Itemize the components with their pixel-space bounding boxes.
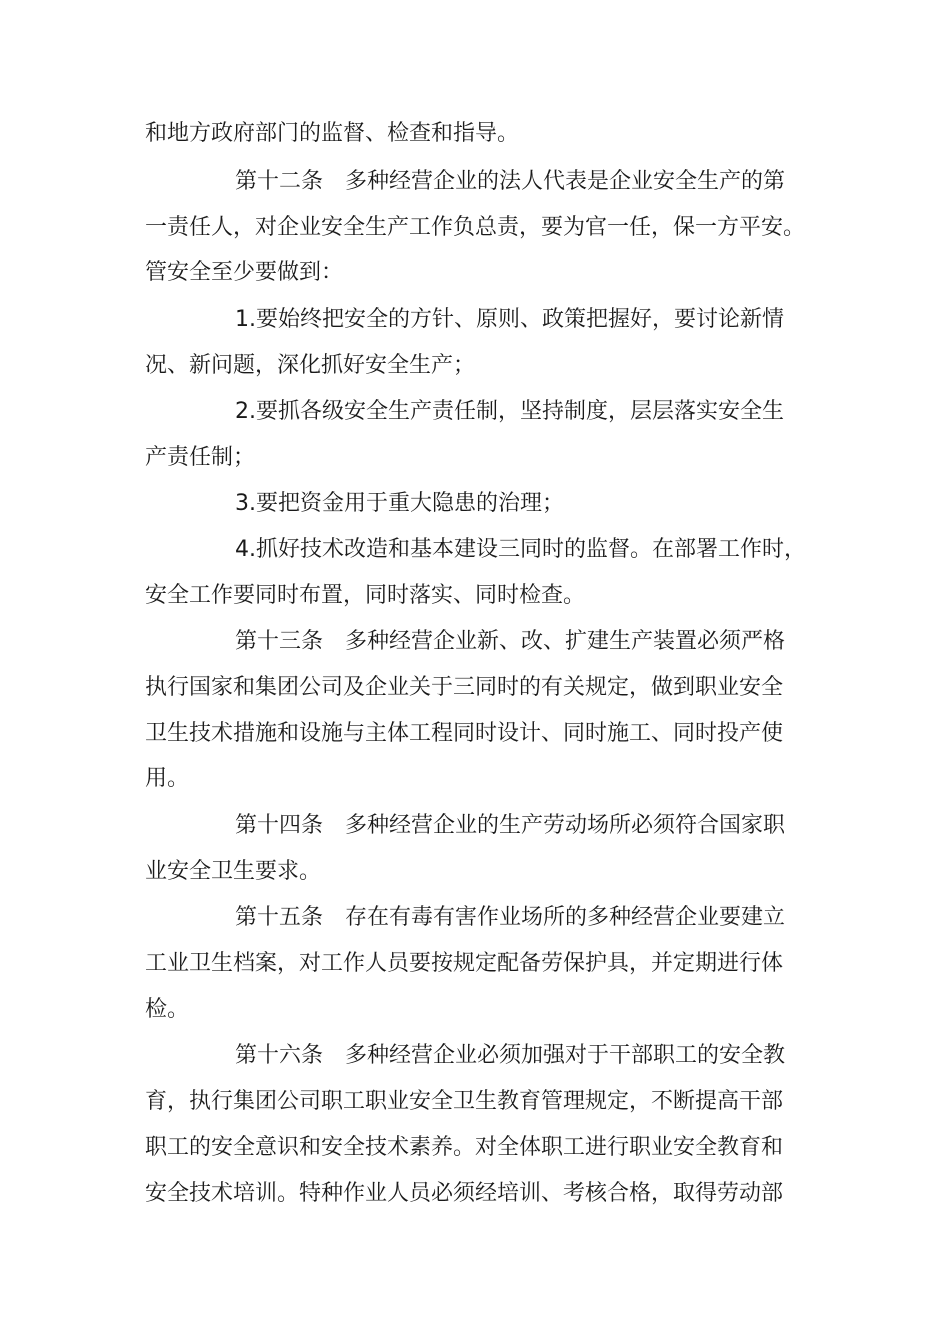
text-line: 卫生技术措施和设施与主体工程同时设计、同时施工、同时投产使 <box>145 721 784 746</box>
text-line: 育，执行集团公司职工职业安全卫生教育管理规定，不断提高干部 <box>145 1089 784 1114</box>
text-line: 安全工作要同时布置，同时落实、同时检查。 <box>145 583 586 608</box>
text-line: 况、新问题，深化抓好安全生产； <box>145 353 476 378</box>
text-line: 产责任制； <box>145 445 256 470</box>
article-12-heading-line: 第十二条 多种经营企业的法人代表是企业安全生产的第 <box>235 169 786 194</box>
article-15-heading-line: 第十五条 存在有毒有害作业场所的多种经营企业要建立 <box>235 905 786 930</box>
text-line: 执行国家和集团公司及企业关于三同时的有关规定，做到职业安全 <box>145 675 784 700</box>
text-line: 用。 <box>145 766 190 791</box>
text-line: 检。 <box>145 997 190 1022</box>
list-item-1-line: 1.要始终把安全的方针、原则、政策把握好，要讨论新情 <box>235 307 784 332</box>
article-13-heading-line: 第十三条 多种经营企业新、改、扩建生产装置必须严格 <box>235 629 786 654</box>
text-line: 一责任人，对企业安全生产工作负总责，要为官一任，保一方平安。 <box>145 215 806 240</box>
text-line: 安全技术培训。特种作业人员必须经培训、考核合格，取得劳动部 <box>145 1181 784 1206</box>
article-14-heading-line: 第十四条 多种经营企业的生产劳动场所必须符合国家职 <box>235 813 786 838</box>
list-item-3-line: 3.要把资金用于重大隐患的治理； <box>235 491 564 516</box>
text-line: 管安全至少要做到： <box>145 260 344 285</box>
text-line: 职工的安全意识和安全技术素养。对全体职工进行职业安全教育和 <box>145 1135 784 1160</box>
list-item-2-line: 2.要抓各级安全生产责任制，坚持制度，层层落实安全生 <box>235 399 784 424</box>
article-16-heading-line: 第十六条 多种经营企业必须加强对于干部职工的安全教 <box>235 1043 786 1068</box>
text-line: 工业卫生档案，对工作人员要按规定配备劳保护具，并定期进行体 <box>145 951 784 976</box>
text-line: 和地方政府部门的监督、检查和指导。 <box>145 121 520 146</box>
text-line: 业安全卫生要求。 <box>145 859 322 884</box>
list-item-4-line: 4.抓好技术改造和基本建设三同时的监督。在部署工作时， <box>235 537 806 562</box>
